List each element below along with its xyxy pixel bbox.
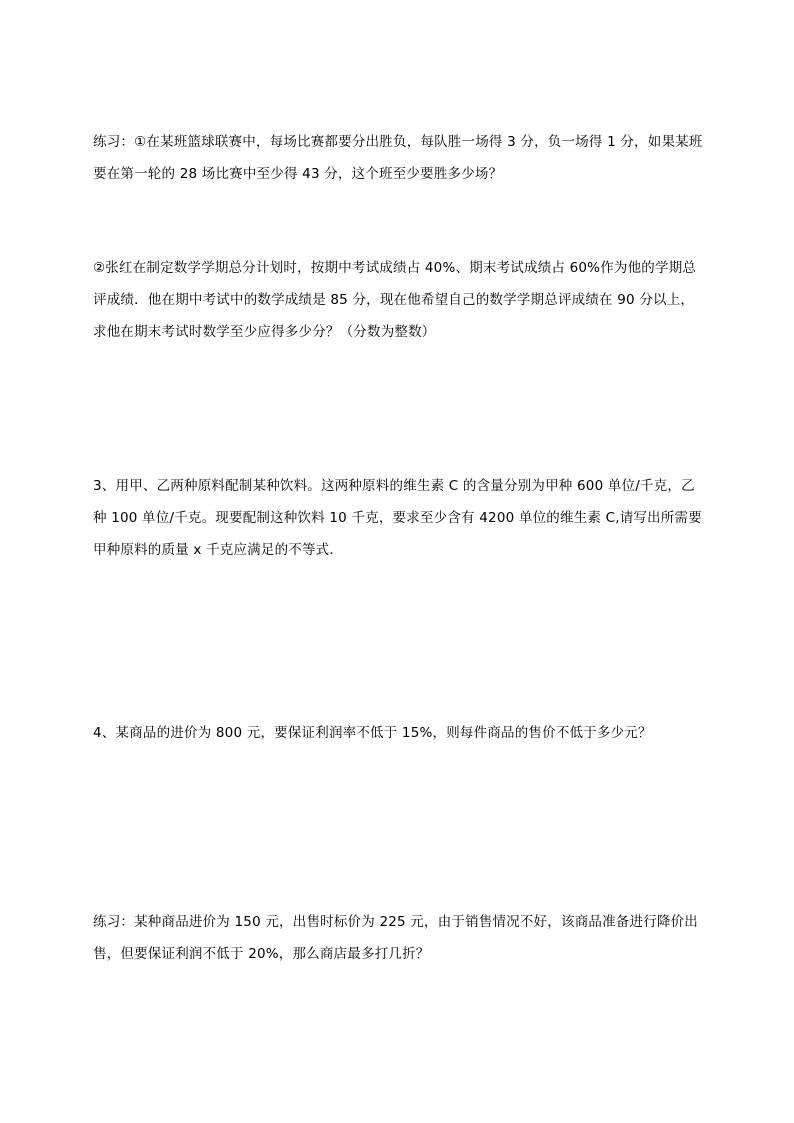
exercise-basketball-league: 练习：①在某班篮球联赛中，每场比赛都要分出胜负，每队胜一场得 3 分，负一场得 1 分，如果某班要在第一轮的 28 场比赛中至少得 43 分，这个班至少要胜多少场？ [93, 134, 703, 182]
exercise-term-grade: ②张红在制定数学学期总分计划时，按期中考试成绩占 40%、期末考试成绩占 60%作为他的学期总评成绩．他在期中考试中的数学成绩是 85 分，现在他希望自己的数学学期总评成绩在 90 分以上，求他在期末考试时数学至少应得多少分？（分数为整数） [93, 260, 697, 340]
problem-3-beverage-vitamin: 3、用甲、乙两种原料配制某种饮料。这两种原料的维生素 C 的含量分别为甲种 600 单位/千克，乙种 100 单位/千克。现要配制这种饮料 10 千克，要求至少含有 4200 单位的维生素 C,请写出所需要甲种原料的质量 x 千克应满足的不等式. [93, 478, 702, 558]
exercise-discount: 练习：某种商品进价为 150 元，出售时标价为 225 元，由于销售情况不好，该商品准备进行降价出售，但要保证利润不低于 20%，那么商店最多打几折？ [93, 914, 698, 962]
problem-4-profit-margin: 4、某商品的进价为 800 元，要保证利润率不低于 15%，则每件商品的售价不低于多少元？ [93, 725, 652, 741]
